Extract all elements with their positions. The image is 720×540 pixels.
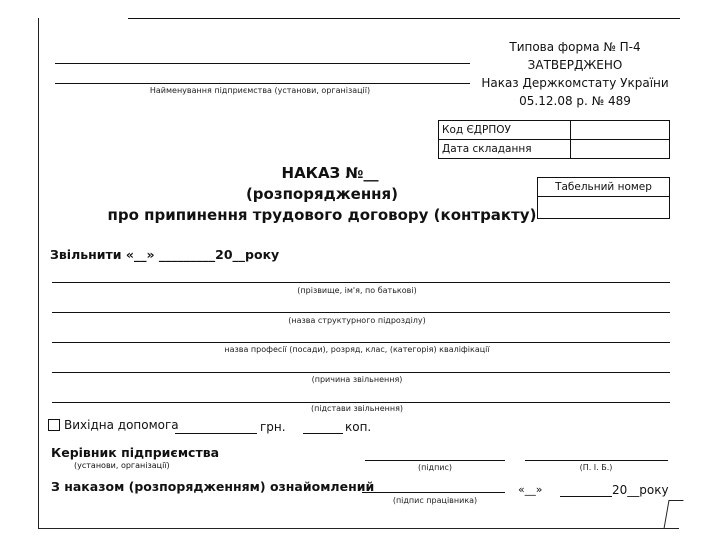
ack-date-month-line[interactable] bbox=[560, 496, 612, 497]
severance-checkbox[interactable] bbox=[48, 419, 60, 431]
head-name-line[interactable] bbox=[525, 460, 668, 461]
approved-label: ЗАТВЕРДЖЕНО bbox=[527, 58, 623, 72]
department-line[interactable] bbox=[52, 312, 670, 313]
severance-label: Вихідна допомога bbox=[64, 418, 179, 432]
head-sign-caption: (підпис) bbox=[417, 463, 453, 472]
position-line[interactable] bbox=[52, 342, 670, 343]
severance-uah: грн. bbox=[260, 420, 286, 434]
head-label: Керівник підприємства bbox=[51, 445, 220, 460]
reason-caption: (причина звільнення) bbox=[311, 375, 403, 384]
title-subject: про припинення трудового договору (контракту) bbox=[107, 206, 537, 224]
order-date: 05.12.08 р. № 489 bbox=[519, 94, 631, 108]
tab-number-value[interactable] bbox=[538, 197, 670, 219]
grounds-line[interactable] bbox=[52, 402, 670, 403]
severance-kop: коп. bbox=[345, 420, 372, 434]
position-caption: назва професії (посади), розряд, клас, (категорія) кваліфікації bbox=[224, 345, 490, 354]
ack-label: З наказом (розпорядженням) ознайомлений bbox=[51, 479, 375, 494]
date-value[interactable] bbox=[571, 140, 670, 159]
dismiss-date: Звільнити «__» _________20__року bbox=[50, 247, 280, 262]
department-caption: (назва структурного підрозділу) bbox=[288, 316, 426, 325]
date-label: Дата складання bbox=[439, 140, 571, 159]
tab-number-label: Табельний номер bbox=[538, 178, 670, 197]
form-number bbox=[509, 40, 640, 54]
ack-date-day[interactable]: «__» bbox=[518, 483, 543, 496]
top-border bbox=[128, 18, 680, 19]
ack-date-year[interactable]: 20__року bbox=[612, 483, 669, 497]
org-caption: Найменування підприємства (установи, організації) bbox=[149, 86, 371, 95]
form-no-text: Типова форма № П-4 bbox=[509, 40, 641, 54]
org-line-1 bbox=[55, 63, 470, 64]
tab-number-table bbox=[537, 177, 670, 219]
edrpou-label: Код ЄДРПОУ bbox=[439, 121, 571, 140]
severance-kop-line[interactable] bbox=[303, 433, 343, 434]
codes-table bbox=[438, 120, 670, 159]
head-sub: (установи, організації) bbox=[74, 461, 170, 470]
edrpou-value[interactable] bbox=[571, 121, 670, 140]
ack-sign-caption: (підпис працівника) bbox=[392, 496, 478, 505]
grounds-caption: (підстави звільнення) bbox=[310, 404, 404, 413]
reason-line[interactable] bbox=[52, 372, 670, 373]
head-sign-line[interactable] bbox=[365, 460, 505, 461]
severance-uah-line[interactable] bbox=[175, 433, 257, 434]
title-disposition: (розпорядження) bbox=[245, 185, 399, 203]
head-name-caption: (П. І. Б.) bbox=[579, 463, 613, 472]
ack-sign-line[interactable] bbox=[362, 492, 505, 493]
org-line-2 bbox=[55, 83, 470, 84]
name-caption: (прізвище, ім'я, по батькові) bbox=[297, 286, 417, 295]
order-ref: Наказ Держкомстату України bbox=[481, 76, 669, 90]
name-line[interactable] bbox=[52, 282, 670, 283]
title-order: НАКАЗ №__ bbox=[281, 164, 379, 182]
